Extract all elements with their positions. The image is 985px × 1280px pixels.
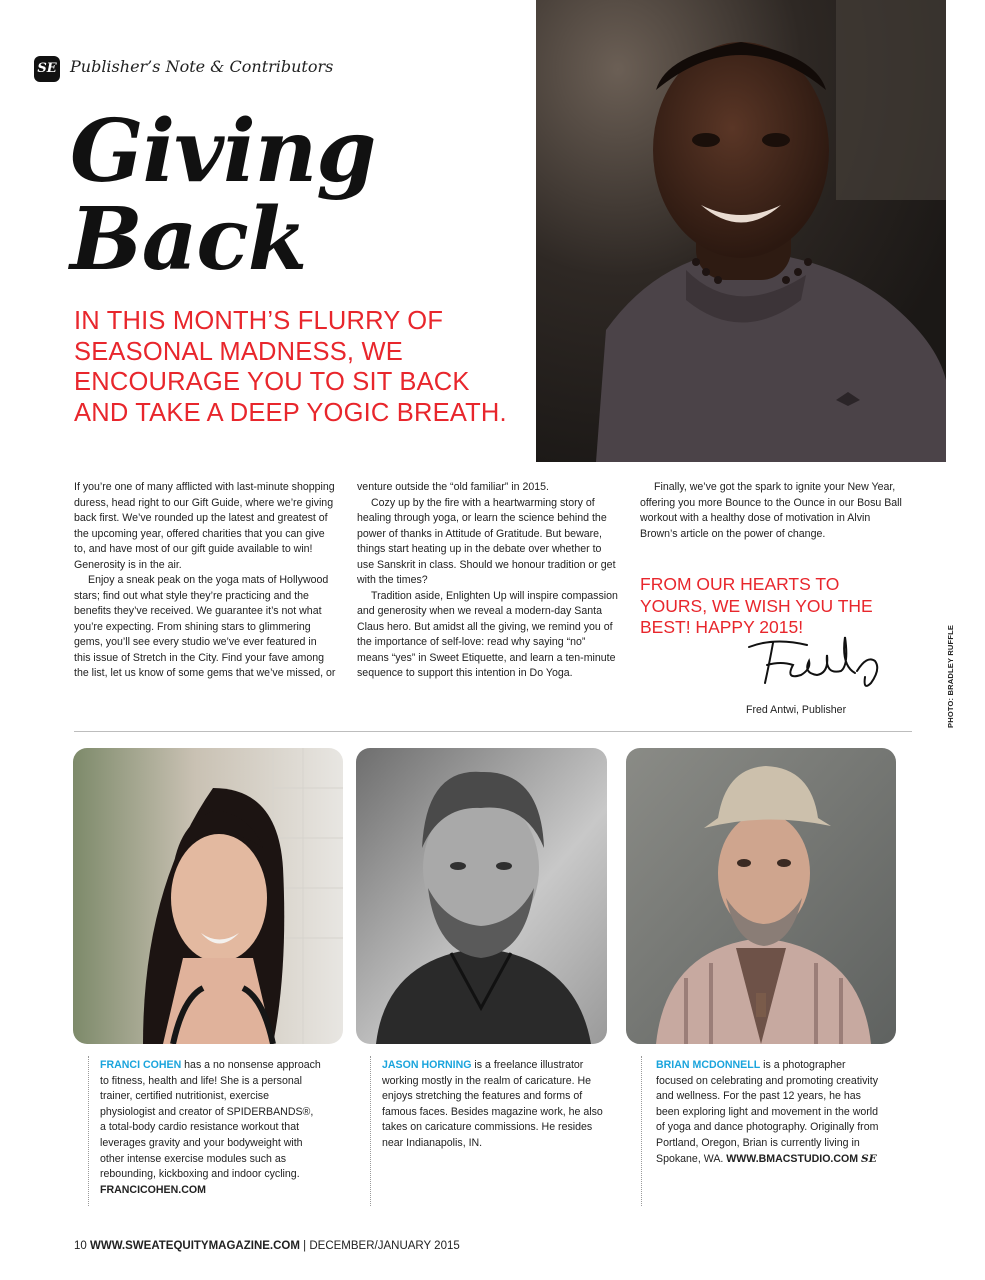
end-mark: SE (861, 1152, 877, 1165)
magazine-logo: SE (34, 56, 60, 82)
body-column-3 (640, 480, 910, 542)
paragraph: If you’re one of many afflicted with last-minute shopping duress, head right to our Gift Guide, where we’re giving back first. We’ve rounded up the latest and greatest of the upcoming year, offered charities that you can give to, and have most of our gift guide available to win! Generosity is in the air. (74, 481, 335, 571)
footer-website: WWW.SWEATEQUITYMAGAZINE.COM (90, 1240, 300, 1252)
paragraph: venture outside the “old familiar” in 2015. (357, 481, 549, 493)
title-line-2: Back (70, 189, 307, 290)
section-label: Publisher’s Note & Contributors (70, 57, 334, 76)
column-rule (641, 1056, 642, 1206)
contributor-website: WWW.BMACSTUDIO.COM (726, 1152, 859, 1165)
contributor-name: BRIAN MCDONNELL (656, 1059, 761, 1071)
body-column-2 (357, 480, 619, 682)
contributor-bio-text: is a freelance illustrator working mostly in the realm of caricature. He enjoys stretching the features and forms of famous faces. Besides magazine work, he also takes on caricature commissions. He resides near Indianapolis, IN. (382, 1059, 603, 1149)
column-rule (88, 1056, 89, 1206)
contributor-bio-text: has a no nonsense approach to fitness, health and life! She is a personal trainer, certified nutritionist, exercise physiologist and creator of SPIDERBANDS®, a total-body cardio resistance workout that leverages gravity and your bodyweight with other intense exercise modules such as rebounding, kickboxing and indoor cycling. (100, 1059, 321, 1181)
signer-name: Fred Antwi, Publisher (746, 704, 847, 716)
page-number: 10 (74, 1240, 87, 1252)
photo-credit-text: PHOTO: BRADLEY RUFFLE (946, 624, 955, 728)
closing-message: FROM OUR HEARTS TO YOURS, WE WISH YOU THE BEST! HAPPY 2015! (640, 574, 873, 637)
column-rule (370, 1056, 371, 1206)
photo-credit (946, 608, 960, 728)
paragraph: Cozy up by the fire with a heartwarming story of healing through yoga, or learn the science behind the power of thanks in Attitude of Gratitude. But beware, things start heating up in the debate over whether to use Sanskrit in class. Should we honour tradition or get with the times? (357, 496, 616, 586)
contributor-photo-franci (73, 748, 343, 1044)
contributor-bio (656, 1058, 884, 1167)
page-title (70, 101, 510, 290)
contributor-photo-brian (626, 748, 896, 1044)
contributor-bio (100, 1058, 322, 1198)
paragraph: Tradition aside, Enlighten Up will inspire compassion and generosity when we reveal a modern-day Santa Claus hero. But amidst all the giving, we remind you of the importance of self-love: read why saying “no” means “yes” in Sweet Etiquette, and learn a ten-minute sequence to support this intention in Do Yoga. (357, 589, 618, 679)
contributor-name: JASON HORNING (382, 1059, 472, 1071)
divider (74, 731, 912, 732)
contributor-photo-jason (356, 748, 607, 1044)
paragraph: Enjoy a sneak peak on the yoga mats of Hollywood stars; find out what style they’re practicing and the benefits they’ve received. We guarantee it’s not what you’re expecting. From shining stars to glimmering gems, you’ll see every studio we’ve ever featured in this issue of Stretch in the City. Find your fave among the list, let us know of some gems that we’ve missed, or (74, 574, 336, 679)
contributor-name: FRANCI COHEN (100, 1059, 182, 1071)
paragraph: Finally, we’ve got the spark to ignite your New Year, offering you more Bounce to the Ounce in our Bosu Ball workout with a healthy dose of motivation in Alvin Brown’s article on the power of change. (640, 481, 902, 540)
publisher-signature (745, 625, 895, 695)
publisher-photo (536, 0, 946, 462)
issue-date: | DECEMBER/JANUARY 2015 (299, 1240, 460, 1252)
subheadline: IN THIS MONTH’S FLURRY OF SEASONAL MADNESS, WE ENCOURAGE YOU TO SIT BACK AND TAKE A DEEP YOGIC BREATH. (74, 307, 507, 427)
contributor-website: FRANCICOHEN.COM (100, 1183, 206, 1196)
contributor-bio (382, 1058, 604, 1152)
page-footer (74, 1240, 460, 1252)
title-line-1: Giving (70, 101, 376, 202)
contributor-bio-text: is a photographer focused on celebrating and promoting creativity and wellness. For the past 12 years, he has been exploring light and movement in the world of yoga and dance photography. Originally from Portland, Oregon, Brian is currently living in Spokane, WA. (656, 1059, 879, 1165)
body-column-1 (74, 480, 336, 682)
